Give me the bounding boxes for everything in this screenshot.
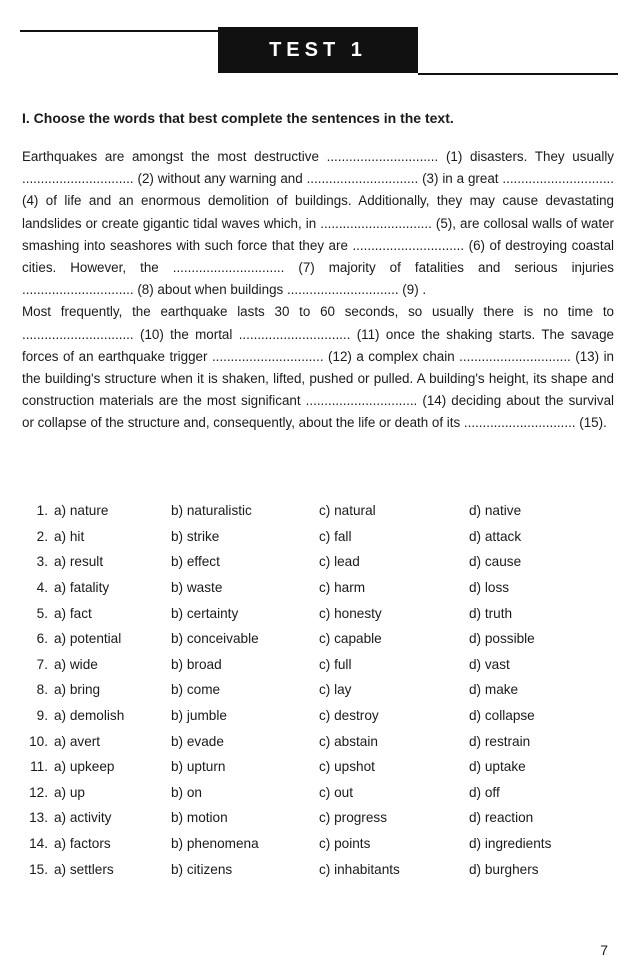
- option-number: 10.: [29, 733, 48, 749]
- option-b: b) jumble: [171, 708, 227, 724]
- option-b: b) broad: [171, 656, 222, 672]
- passage-paragraph: Most frequently, the earthquake lasts 30 to 60 seconds, so usually there is no time to .............................. (10) the mortal .............................. (11) once the shaking starts. The savage forces of an earthquake trigger .............................. (12) a complex chain .............................. (13) in the building's structure when it is shaken, lifted, pushed or pulled. A building's height, its shape and construction materials are the most significant .............................. (14) deciding about the survival or collapse of the structure and, consequently, about the life or death of its .............................. (15).: [22, 304, 614, 431]
- option-number: 8.: [36, 682, 48, 698]
- option-number: 7.: [36, 656, 48, 672]
- option-c: c) abstain: [319, 733, 378, 749]
- option-number: 4.: [36, 580, 48, 596]
- option-d: d) burghers: [469, 861, 539, 877]
- option-c: c) inhabitants: [319, 861, 400, 877]
- option-a: a) result: [54, 554, 104, 570]
- option-d: d) make: [469, 682, 519, 698]
- option-number: 5.: [36, 605, 48, 621]
- option-a: a) wide: [54, 656, 98, 672]
- option-b: b) evade: [171, 733, 224, 749]
- option-a: a) nature: [54, 503, 109, 519]
- option-number: 3.: [36, 554, 48, 570]
- option-number: 13.: [29, 810, 48, 826]
- option-row: [18, 780, 618, 806]
- option-a: a) up: [54, 784, 85, 800]
- option-b: b) strike: [171, 528, 220, 544]
- option-row: [18, 677, 618, 703]
- option-c: c) honesty: [319, 605, 382, 621]
- option-a: a) bring: [54, 682, 101, 698]
- option-b: b) certainty: [171, 605, 239, 621]
- option-c: c) upshot: [319, 759, 375, 775]
- option-b: b) citizens: [171, 861, 233, 877]
- option-d: d) native: [469, 503, 522, 519]
- option-d: d) possible: [469, 631, 535, 647]
- option-c: c) lead: [319, 554, 360, 570]
- option-number: 14.: [29, 836, 48, 852]
- option-row: [18, 831, 618, 857]
- option-d: d) uptake: [469, 759, 526, 775]
- option-row: [18, 703, 618, 729]
- option-c: c) fall: [319, 528, 352, 544]
- option-d: d) collapse: [469, 708, 535, 724]
- option-number: 11.: [30, 759, 48, 775]
- option-d: d) truth: [469, 605, 513, 621]
- option-a: a) activity: [54, 810, 112, 826]
- option-a: a) factors: [54, 836, 111, 852]
- option-d: d) reaction: [469, 810, 534, 826]
- option-d: d) vast: [469, 656, 510, 672]
- option-b: b) come: [171, 682, 221, 698]
- option-number: 2.: [36, 528, 48, 544]
- option-b: b) conceivable: [171, 631, 259, 647]
- option-c: c) natural: [319, 503, 376, 519]
- option-c: c) out: [319, 784, 353, 800]
- option-b: b) on: [171, 784, 202, 800]
- option-a: a) fact: [54, 605, 92, 621]
- option-b: b) phenomena: [171, 836, 259, 852]
- option-c: c) capable: [319, 631, 382, 647]
- option-row: [18, 626, 618, 652]
- option-d: d) loss: [469, 580, 510, 596]
- option-b: b) waste: [171, 580, 223, 596]
- option-row: [18, 728, 618, 754]
- option-row: [18, 524, 618, 550]
- passage-paragraph: Earthquakes are amongst the most destructive .............................. (1) disasters. They usually .............................. (2) without any warning and .............................. (3) in a great .............................. (4) of life and an enormous demolition of buildings. Additionally, they may cause devastating landslides or create gigantic tidal waves which, in .............................. (5), are collosal walls of water smashing into seashores with such force that they are .............................. (6) of destroying coastal cities. However, the .............................. (7) majority of fatalities and serious injuries .............................. (8) about when buildings .............................. (9) .: [22, 149, 614, 298]
- option-row: [18, 754, 618, 780]
- option-a: a) demolish: [54, 708, 125, 724]
- option-number: 1.: [36, 503, 48, 519]
- option-b: b) naturalistic: [171, 503, 252, 519]
- test-title: TEST 1: [218, 27, 418, 73]
- option-number: 15.: [29, 861, 48, 877]
- option-b: b) upturn: [171, 759, 226, 775]
- option-row: [18, 805, 618, 831]
- option-number: 6.: [36, 631, 48, 647]
- option-a: a) potential: [54, 631, 122, 647]
- option-d: d) cause: [469, 554, 522, 570]
- option-row: [18, 549, 618, 575]
- option-b: b) effect: [171, 554, 220, 570]
- cloze-passage: [22, 146, 614, 435]
- header-rule-right: [418, 73, 618, 75]
- option-c: c) points: [319, 836, 371, 852]
- option-c: c) full: [319, 656, 352, 672]
- option-a: a) fatality: [54, 580, 110, 596]
- answer-options-table: [18, 498, 618, 882]
- option-d: d) attack: [469, 528, 522, 544]
- option-row: [18, 575, 618, 601]
- option-d: d) ingredients: [469, 836, 552, 852]
- option-number: 12.: [29, 784, 48, 800]
- page-number: 7: [600, 942, 608, 958]
- option-c: c) harm: [319, 580, 366, 596]
- option-d: d) off: [469, 784, 500, 800]
- option-row: [18, 498, 618, 524]
- option-a: a) settlers: [54, 861, 114, 877]
- option-a: a) hit: [54, 528, 85, 544]
- option-a: a) avert: [54, 733, 101, 749]
- option-c: c) progress: [319, 810, 387, 826]
- section-instruction: I. Choose the words that best complete the sentences in the text.: [22, 110, 454, 126]
- option-number: 9.: [36, 708, 48, 724]
- option-a: a) upkeep: [54, 759, 115, 775]
- option-b: b) motion: [171, 810, 228, 826]
- option-c: c) destroy: [319, 708, 379, 724]
- option-c: c) lay: [319, 682, 352, 698]
- header-rule-left: [20, 30, 220, 32]
- option-row: [18, 600, 618, 626]
- option-d: d) restrain: [469, 733, 531, 749]
- option-row: [18, 856, 618, 882]
- option-row: [18, 652, 618, 678]
